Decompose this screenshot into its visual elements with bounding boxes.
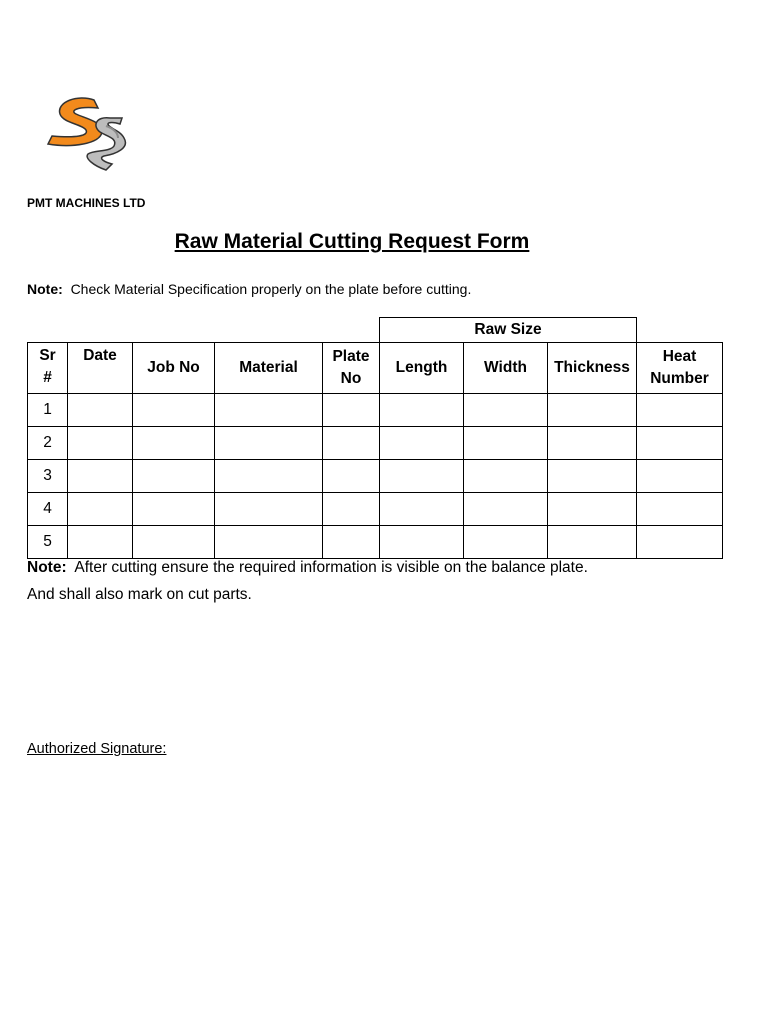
plate-no-cell[interactable] xyxy=(323,493,380,526)
length-cell[interactable] xyxy=(380,460,464,493)
heat-number-cell[interactable] xyxy=(637,493,723,526)
date-cell[interactable] xyxy=(68,427,133,460)
thickness-cell[interactable] xyxy=(548,427,637,460)
material-cell[interactable] xyxy=(215,526,323,559)
header-job-no: Job No xyxy=(133,343,215,394)
plate-no-cell[interactable] xyxy=(323,460,380,493)
header-heat-number: Heat Number xyxy=(637,343,723,394)
sr-cell: 3 xyxy=(28,460,68,493)
job-no-cell[interactable] xyxy=(133,394,215,427)
thickness-cell[interactable] xyxy=(548,526,637,559)
table-row xyxy=(28,460,723,493)
job-no-cell[interactable] xyxy=(133,427,215,460)
sr-cell: 4 xyxy=(28,493,68,526)
header-date: Date xyxy=(68,343,133,394)
plate-no-cell[interactable] xyxy=(323,526,380,559)
width-cell[interactable] xyxy=(464,427,548,460)
width-cell[interactable] xyxy=(464,493,548,526)
sr-cell: 2 xyxy=(28,427,68,460)
header-length: Length xyxy=(380,343,464,394)
heat-number-cell[interactable] xyxy=(637,526,723,559)
date-cell[interactable] xyxy=(68,526,133,559)
date-cell[interactable] xyxy=(68,394,133,427)
note-check-spec xyxy=(27,281,471,297)
note-label: Note: xyxy=(27,559,67,576)
job-no-cell[interactable] xyxy=(133,493,215,526)
cutting-request-table xyxy=(27,317,723,559)
note-text: Check Material Specification properly on the plate before cutting. xyxy=(70,281,472,297)
material-cell[interactable] xyxy=(215,394,323,427)
table-row xyxy=(28,526,723,559)
authorized-signature-label: Authorized Signature: xyxy=(27,741,167,757)
width-cell[interactable] xyxy=(464,526,548,559)
header-plate-no: Plate No xyxy=(323,343,380,394)
material-cell[interactable] xyxy=(215,493,323,526)
plate-no-cell[interactable] xyxy=(323,394,380,427)
form-title: Raw Material Cutting Request Form xyxy=(174,230,530,253)
sr-cell: 1 xyxy=(28,394,68,427)
thickness-cell[interactable] xyxy=(548,394,637,427)
header-material: Material xyxy=(215,343,323,394)
heat-number-cell[interactable] xyxy=(637,427,723,460)
material-cell[interactable] xyxy=(215,460,323,493)
company-logo xyxy=(44,92,140,176)
material-cell[interactable] xyxy=(215,427,323,460)
table-row xyxy=(28,427,723,460)
date-cell[interactable] xyxy=(68,493,133,526)
note-label: Note: xyxy=(27,281,63,297)
header-width: Width xyxy=(464,343,548,394)
length-cell[interactable] xyxy=(380,394,464,427)
note-text: After cutting ensure the required information is visible on the balance plate. xyxy=(74,559,588,576)
note-after-cutting xyxy=(27,559,588,577)
company-name: PMT MACHINES LTD xyxy=(27,196,146,210)
sr-cell: 5 xyxy=(28,526,68,559)
thickness-cell[interactable] xyxy=(548,460,637,493)
plate-no-cell[interactable] xyxy=(323,427,380,460)
table-row xyxy=(28,493,723,526)
heat-number-cell[interactable] xyxy=(637,460,723,493)
table-row xyxy=(28,394,723,427)
heat-number-cell[interactable] xyxy=(637,394,723,427)
width-cell[interactable] xyxy=(464,394,548,427)
length-cell[interactable] xyxy=(380,526,464,559)
width-cell[interactable] xyxy=(464,460,548,493)
header-thickness: Thickness xyxy=(548,343,637,394)
length-cell[interactable] xyxy=(380,427,464,460)
date-cell[interactable] xyxy=(68,460,133,493)
raw-size-header: Raw Size xyxy=(380,318,637,343)
job-no-cell[interactable] xyxy=(133,460,215,493)
thickness-cell[interactable] xyxy=(548,493,637,526)
header-sr: Sr # xyxy=(28,343,68,394)
note-mark-parts: And shall also mark on cut parts. xyxy=(27,586,252,603)
job-no-cell[interactable] xyxy=(133,526,215,559)
length-cell[interactable] xyxy=(380,493,464,526)
